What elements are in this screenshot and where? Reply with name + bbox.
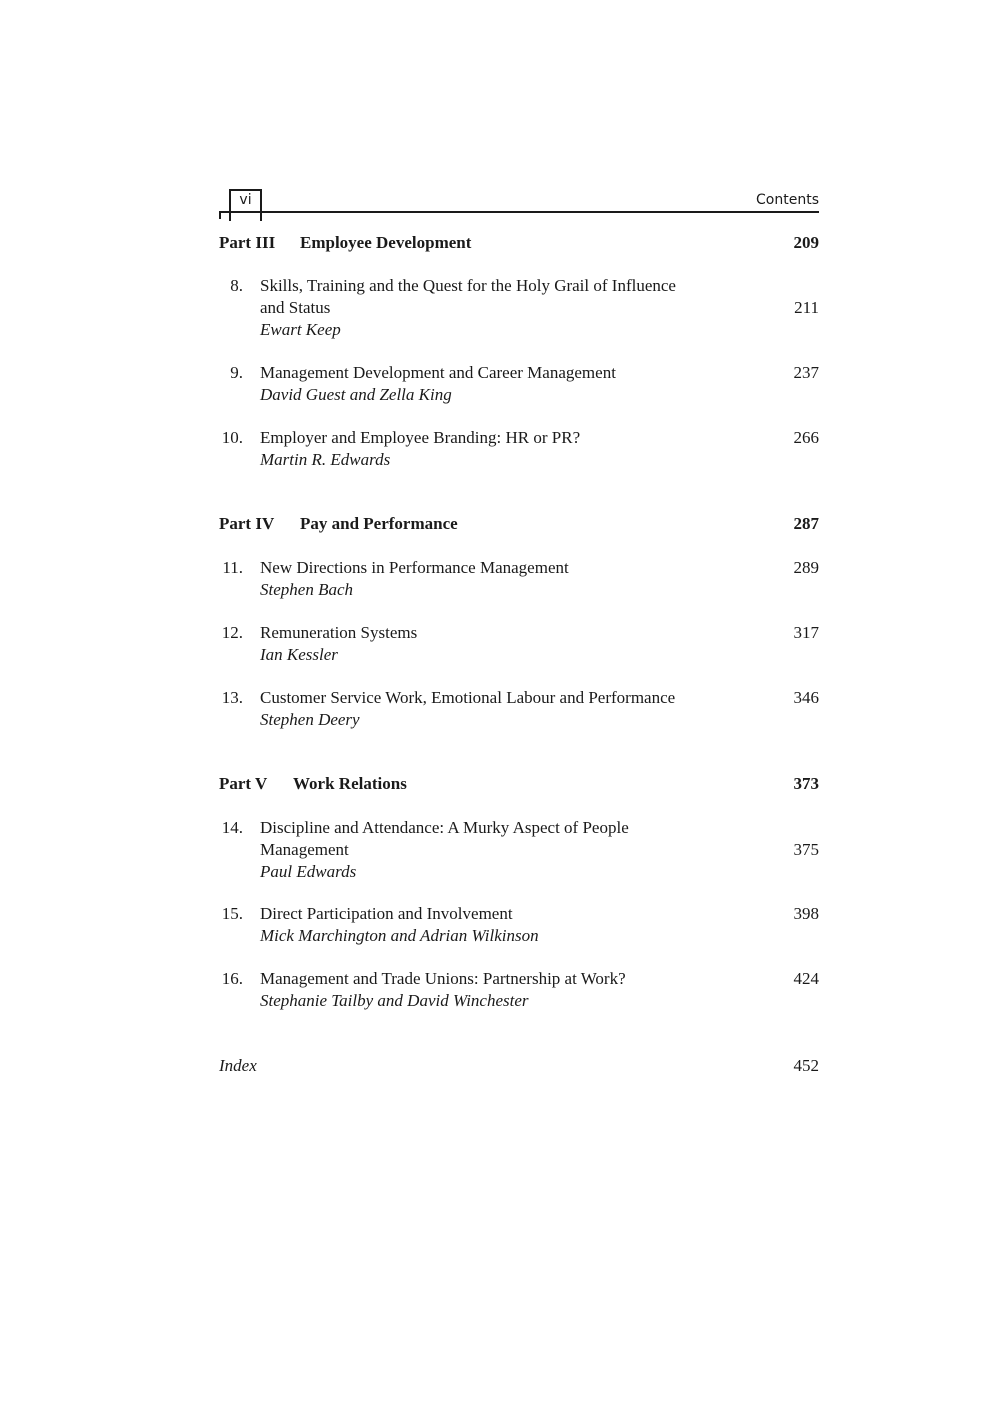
chapter-author: Ian Kessler	[260, 645, 338, 664]
part-heading-5[interactable]	[219, 772, 819, 796]
contents-page	[219, 0, 819, 1403]
chapter-author: David Guest and Zella King	[260, 385, 452, 404]
index-page-number: 452	[793, 1056, 819, 1075]
chapter-page-number: 289	[793, 558, 819, 577]
chapter-page-number: 237	[793, 363, 819, 382]
part-title: Employee Development	[300, 233, 472, 252]
chapter-title-line: Management and Trade Unions: Partnership at Work?	[260, 969, 626, 988]
chapter-title-line: Customer Service Work, Emotional Labour and Performance	[260, 688, 676, 707]
part-page-number: 209	[793, 233, 819, 252]
chapter-number: 15.	[221, 904, 243, 923]
chapter-title-line: Remuneration Systems	[260, 623, 418, 642]
part-page-number: 287	[793, 514, 819, 533]
chapter-page-number: 375	[793, 840, 819, 859]
chapter-author: Stephanie Tailby and David Winchester	[260, 991, 529, 1010]
chapter-number: 9.	[230, 363, 243, 382]
running-title: Contents	[756, 192, 819, 208]
part-title: Work Relations	[293, 774, 407, 793]
chapter-title-line: Discipline and Attendance: A Murky Aspect of People	[260, 818, 629, 837]
chapter-number: 12.	[221, 623, 243, 642]
chapter-title-line: Management Development and Career Management	[260, 363, 616, 382]
chapter-number: 11.	[222, 558, 243, 577]
chapter-author: Stephen Bach	[260, 580, 353, 599]
chapter-page-number: 346	[793, 688, 819, 707]
chapter-title-line: and Status	[260, 298, 331, 317]
page-number: vi	[239, 192, 252, 208]
part-label: Part IV	[219, 514, 275, 533]
chapter-title-line: Direct Participation and Involvement	[260, 904, 513, 923]
chapter-page-number: 211	[794, 298, 819, 317]
part-label: Part III	[219, 233, 276, 252]
chapter-number: 16.	[221, 969, 243, 988]
chapter-number: 13.	[221, 688, 243, 707]
part-heading-3[interactable]	[219, 231, 819, 255]
chapter-page-number: 398	[793, 904, 819, 923]
chapter-number: 14.	[221, 818, 243, 837]
chapter-author: Stephen Deery	[260, 710, 360, 729]
chapter-title-line: Skills, Training and the Quest for the Holy Grail of Influence	[260, 276, 676, 295]
chapter-title-line: Employer and Employee Branding: HR or PR?	[260, 428, 581, 447]
chapter-number: 10.	[221, 428, 243, 447]
chapter-author: Paul Edwards	[260, 862, 357, 881]
chapter-author: Mick Marchington and Adrian Wilkinson	[260, 926, 539, 945]
part-title: Pay and Performance	[300, 514, 458, 533]
chapter-number: 8.	[230, 276, 243, 295]
chapter-author: Ewart Keep	[260, 320, 341, 339]
chapter-page-number: 266	[793, 428, 819, 447]
part-label: Part V	[219, 774, 268, 793]
header-rule-tick	[260, 211, 262, 221]
header-rule-tick	[219, 211, 221, 219]
part-page-number: 373	[793, 774, 819, 793]
chapter-title-line: Management	[260, 840, 349, 859]
chapter-page-number: 424	[793, 969, 819, 988]
index-label: Index	[219, 1056, 257, 1075]
header-rule	[219, 211, 819, 213]
chapter-page-number: 317	[793, 623, 819, 642]
chapter-title-line: New Directions in Performance Management	[260, 558, 569, 577]
running-header	[219, 186, 819, 226]
chapter-author: Martin R. Edwards	[260, 450, 391, 469]
header-rule-tick	[229, 211, 231, 221]
part-heading-4[interactable]	[219, 512, 819, 536]
